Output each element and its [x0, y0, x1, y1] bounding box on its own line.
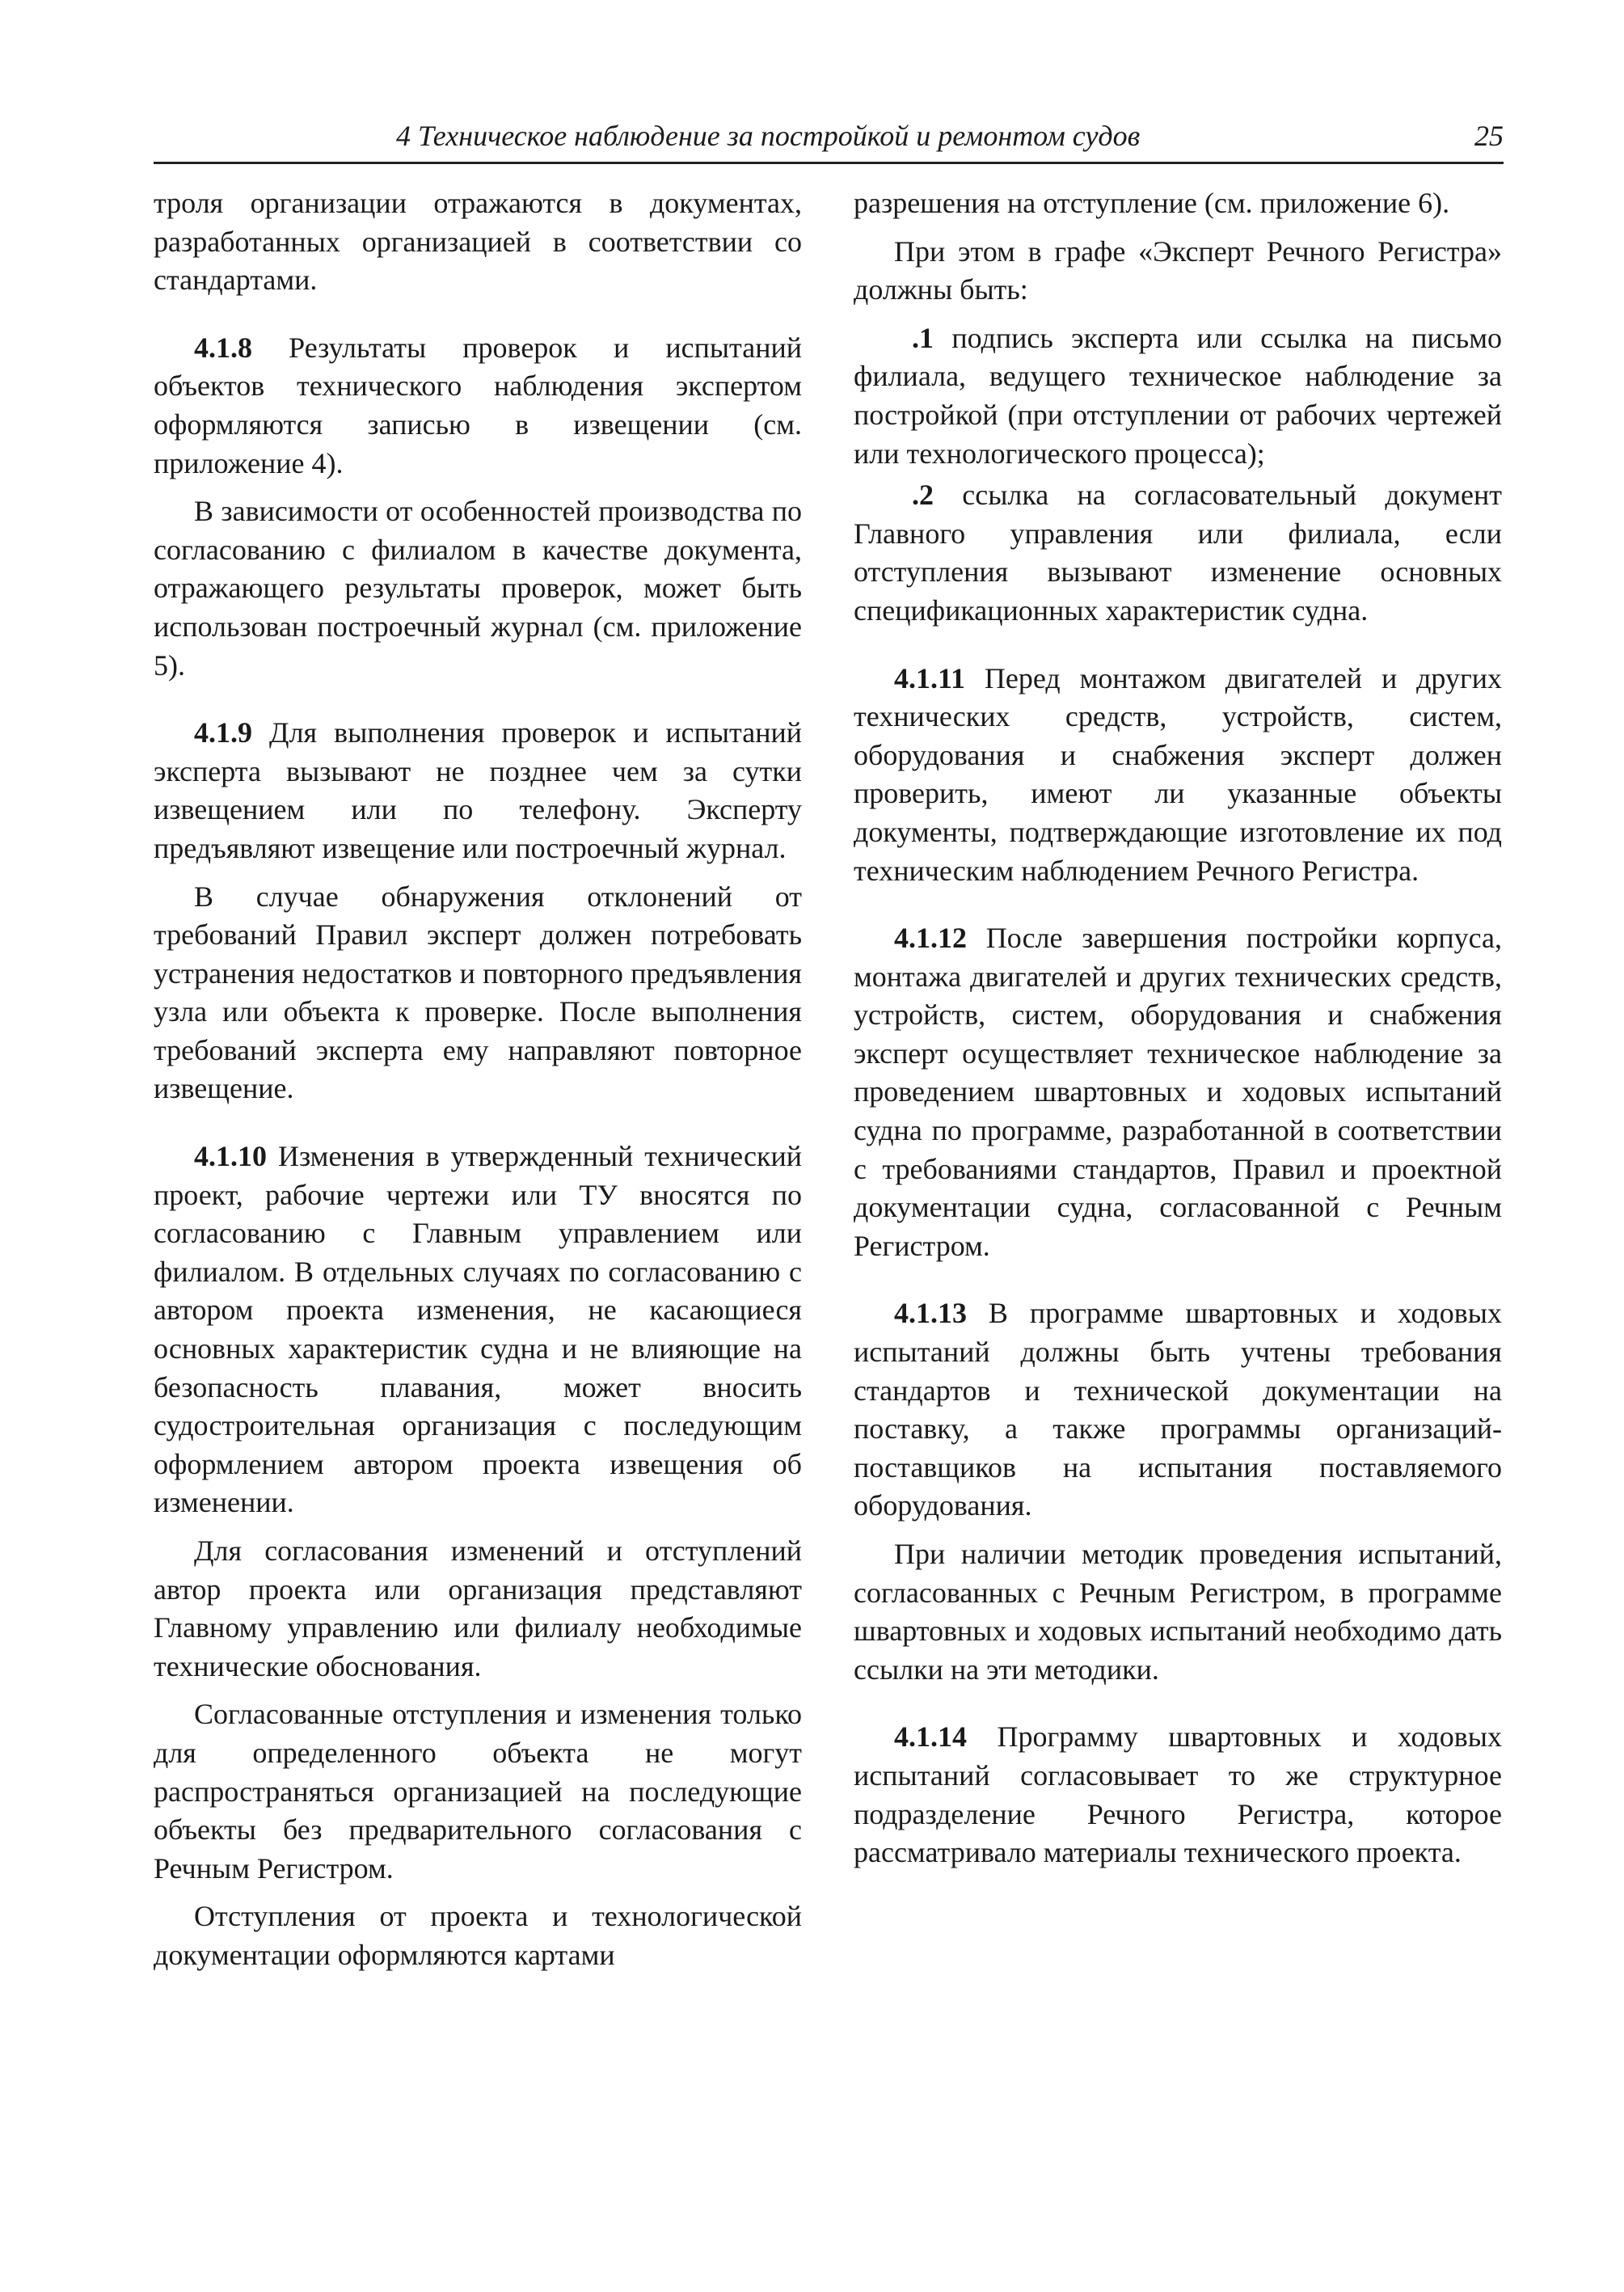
clause-4-1-10: [154, 1138, 802, 1522]
item-number: .2: [912, 479, 934, 512]
clause-number: 4.1.9: [194, 716, 252, 749]
clause-4-1-12: [854, 919, 1502, 1265]
clause-4-1-8: [154, 329, 802, 483]
clause-text: Изменения в утвержденный технический проект, рабочие чертежи или ТУ вносятся по согласованию с Главным управлением или филиалом. В отдельных случаях по согласованию с автором проекта изменения, не касающиеся основных характеристик судна и не влияющие на безопасность плавания, может вносить судостроительная организация с последующим оформлением автором проекта извещения об изменении.: [154, 1140, 802, 1519]
clause-number: 4.1.10: [194, 1140, 267, 1173]
paragraph: При наличии методик проведения испытаний, согласованных с Речным Регистром, в программе швартовных и ходовых испытаний необходимо дать ссылки на эти методики.: [854, 1538, 1502, 1686]
item-number: .1: [912, 321, 934, 354]
clause-number: 4.1.11: [894, 661, 966, 694]
clause-text: В программе швартовных и ходовых испытаний должны быть учтены требования стандартов и технической документации на поставку, а также программы организаций-поставщиков на испытания поставляемого оборудования.: [854, 1297, 1502, 1522]
header-title: 4 Техническое наблюдение за постройкой и ремонтом судов: [396, 120, 1141, 152]
clause-text: Программу швартовных и ходовых испытаний согласовывает то же структурное подразделение Речного Регистра, которое рассматривало материалы технического проекта.: [854, 1720, 1502, 1869]
clause-number: 4.1.12: [894, 922, 967, 955]
paragraph: Для согласования изменений и отступлений автор проекта или организация представляют Главному управлению или филиалу необходимые технические обоснования.: [154, 1534, 802, 1682]
running-header: [154, 113, 1504, 164]
left-column: [154, 184, 802, 1985]
paragraph-continuation: разрешения на отступление (см. приложение 6).: [854, 187, 1450, 219]
item-text: ссылка на согласовательный документ Главного управления или филиала, если отступления вызывают изменение основных спецификационных характеристик судна.: [854, 479, 1502, 627]
clause-4-1-14: [854, 1718, 1502, 1872]
clause-4-1-13: [854, 1294, 1502, 1526]
paragraph: В случае обнаружения отклонений от требований Правил эксперт должен потребовать устранения недостатков и повторного предъявления узла или объекта к проверке. После выполнения требований эксперта ему направляют повторное извещение.: [154, 880, 802, 1105]
paragraph: Согласованные отступления и изменения только для определенного объекта не могут распространяться организацией на последующие объекты без предварительного согласования с Речным Регистром.: [154, 1698, 802, 1885]
clause-text: Для выполнения проверок и испытаний эксперта вызывают не позднее чем за сутки извещением или по телефону. Эксперту предъявляют извещение или построечный журнал.: [154, 716, 802, 864]
paragraph: В зависимости от особенностей производства по согласованию с филиалом в качестве документа, отражающего результаты проверок, может быть использован построечный журнал (см. приложение 5).: [154, 495, 802, 682]
clause-text: После завершения постройки корпуса, монтажа двигателей и других технических средств, устройств, систем, оборудования и снабжения эксперт осуществляет техническое наблюдение за проведением швартовных и ходовых испытаний судна по программе, разработанной в соответствии с требованиями стандартов, Правил и проектной документации судна, согласованной с Речным Регистром.: [854, 922, 1502, 1262]
clause-4-1-11: [854, 660, 1502, 891]
clause-number: 4.1.14: [894, 1720, 967, 1754]
page-number: 25: [1474, 120, 1504, 152]
right-column: [854, 184, 1502, 1882]
list-item: [854, 476, 1502, 630]
clause-number: 4.1.13: [894, 1297, 967, 1330]
clause-text: Перед монтажом двигателей и других технических средств, устройств, систем, оборудования и снабжения эксперт должен проверить, имеют ли указанные объекты документы, подтверждающие изготовление их под техническим наблюдением Речного Регистра.: [854, 661, 1502, 887]
list-item: [854, 319, 1502, 473]
paragraph-continuation: троля организации отражаются в документах, разработанных организацией в соответствии со стандартами.: [154, 187, 802, 297]
clause-4-1-9: [154, 714, 802, 867]
clause-number: 4.1.8: [194, 331, 252, 364]
paragraph: При этом в графе «Эксперт Речного Регистра» должны быть:: [854, 234, 1502, 306]
paragraph: Отступления от проекта и технологической документации оформляются картами: [154, 1900, 802, 1971]
clause-text: Результаты проверок и испытаний объектов технического наблюдения экспертом оформляются записью в извещении (см. приложение 4).: [154, 331, 802, 479]
item-text: подпись эксперта или ссылка на письмо филиала, ведущего техническое наблюдение за постройкой (при отступлении от рабочих чертежей или технологического процесса);: [854, 321, 1502, 470]
